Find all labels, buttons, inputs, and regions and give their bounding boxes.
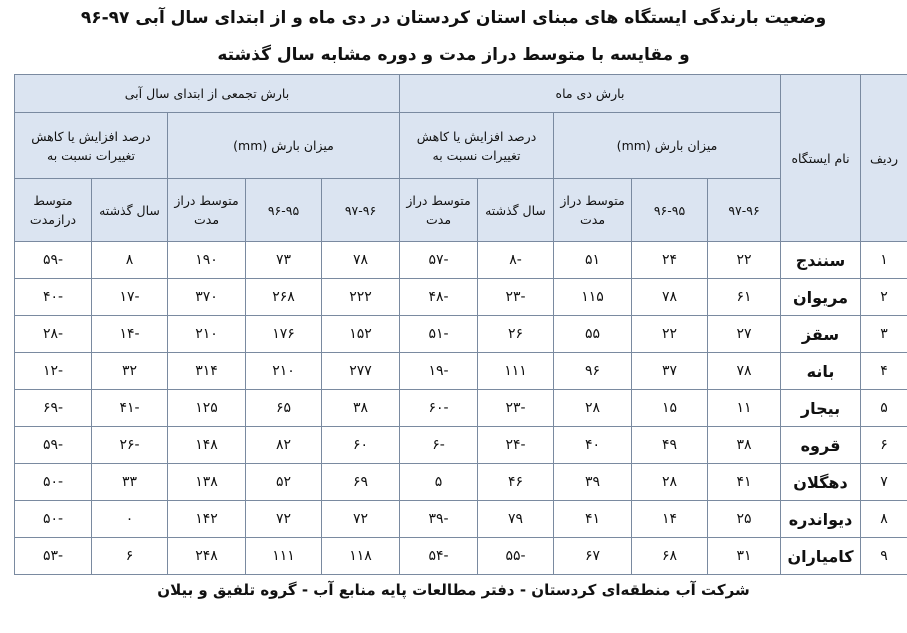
cell-mavg: ۵۱ — [554, 242, 632, 279]
cell-m9697: ۲۵ — [708, 501, 781, 538]
cell-m9596: ۲۸ — [632, 464, 708, 501]
cell-m9697: ۷۸ — [708, 353, 781, 390]
cell-clast: ۶ — [92, 538, 168, 575]
cell-m9697: ۶۱ — [708, 279, 781, 316]
cell-clong: -۵۳ — [15, 538, 92, 575]
cell-name: سقز — [781, 316, 861, 353]
cell-c9596: ۱۱۱ — [246, 538, 322, 575]
cell-cavg: ۱۴۸ — [168, 427, 246, 464]
cell-mlast: -۲۳ — [478, 279, 554, 316]
cell-c9697: ۶۹ — [322, 464, 400, 501]
cell-m9596: ۱۴ — [632, 501, 708, 538]
table-row — [15, 427, 907, 464]
header-station: نام ایستگاه — [781, 75, 861, 242]
cell-name: دیواندره — [781, 501, 861, 538]
header-month-9697: ۹۷-۹۶ — [708, 179, 781, 242]
cell-c9697: ۶۰ — [322, 427, 400, 464]
cell-mlast: ۱۱۱ — [478, 353, 554, 390]
header-month-amount: میزان بارش (mm) — [554, 113, 781, 179]
cell-mlast: ۲۶ — [478, 316, 554, 353]
table-row — [15, 464, 907, 501]
cell-clast: ۳۳ — [92, 464, 168, 501]
header-month-9596: ۹۶-۹۵ — [632, 179, 708, 242]
cell-c9596: ۸۲ — [246, 427, 322, 464]
cell-m9697: ۳۸ — [708, 427, 781, 464]
header-cum-9596: ۹۶-۹۵ — [246, 179, 322, 242]
cell-mlong: -۳۹ — [400, 501, 478, 538]
cell-c9697: ۱۱۸ — [322, 538, 400, 575]
cell-c9697: ۳۸ — [322, 390, 400, 427]
table-row — [15, 279, 907, 316]
table-row — [15, 538, 907, 575]
cell-mlast: -۲۴ — [478, 427, 554, 464]
cell-cavg: ۳۷۰ — [168, 279, 246, 316]
table-row — [15, 353, 907, 390]
cell-no: ۶ — [861, 427, 907, 464]
title-line-1: وضعیت بارندگی ایستگاه های مبنای استان کردستان در دی ماه و از ابتدای سال آبی ۹۷-۹۶ — [80, 8, 827, 28]
cell-mavg: ۴۱ — [554, 501, 632, 538]
cell-c9697: ۲۷۷ — [322, 353, 400, 390]
cell-clong: -۵۰ — [15, 464, 92, 501]
cell-mlast: -۲۳ — [478, 390, 554, 427]
table-row — [15, 501, 907, 538]
cell-no: ۳ — [861, 316, 907, 353]
cell-m9697: ۴۱ — [708, 464, 781, 501]
cell-m9596: ۲۲ — [632, 316, 708, 353]
cell-c9596: ۶۵ — [246, 390, 322, 427]
cell-m9596: ۷۸ — [632, 279, 708, 316]
footer-credit: شرکت آب منطقه‌ای کردستان - دفتر مطالعات پایه منابع آب - گروه تلفیق و بیلان — [157, 581, 750, 599]
cell-cavg: ۱۳۸ — [168, 464, 246, 501]
header-cum-avg: متوسط دراز مدت — [168, 179, 246, 242]
cell-name: سنندج — [781, 242, 861, 279]
cell-clast: -۲۶ — [92, 427, 168, 464]
cell-mlast: -۵۵ — [478, 538, 554, 575]
rainfall-table — [14, 74, 907, 575]
header-month-last-year: سال گذشته — [478, 179, 554, 242]
cell-mlong: -۱۹ — [400, 353, 478, 390]
cell-clong: -۵۹ — [15, 427, 92, 464]
cell-name: مریوان — [781, 279, 861, 316]
header-cumulative-group: بارش تجمعی از ابتدای سال آبی — [15, 75, 400, 113]
cell-mavg: ۹۶ — [554, 353, 632, 390]
cell-mlast: ۴۶ — [478, 464, 554, 501]
cell-m9596: ۲۴ — [632, 242, 708, 279]
header-month-group: بارش دی ماه — [400, 75, 781, 113]
header-cum-last-year: سال گذشته — [92, 179, 168, 242]
cell-no: ۱ — [861, 242, 907, 279]
cell-mlong: -۵۴ — [400, 538, 478, 575]
cell-clast: ۳۲ — [92, 353, 168, 390]
cell-c9596: ۷۲ — [246, 501, 322, 538]
cell-m9697: ۳۱ — [708, 538, 781, 575]
cell-mavg: ۳۹ — [554, 464, 632, 501]
table-row — [15, 316, 907, 353]
header-cum-long-avg: متوسط درازمدت — [15, 179, 92, 242]
cell-mlong: -۵۷ — [400, 242, 478, 279]
title-line-2: و مقایسه با متوسط دراز مدت و دوره مشابه سال گذشته — [217, 45, 690, 65]
cell-no: ۷ — [861, 464, 907, 501]
cell-clong: -۶۹ — [15, 390, 92, 427]
header-cum-9697: ۹۷-۹۶ — [322, 179, 400, 242]
header-cum-amount: میزان بارش (mm) — [168, 113, 400, 179]
cell-name: بانه — [781, 353, 861, 390]
cell-cavg: ۳۱۴ — [168, 353, 246, 390]
cell-cavg: ۱۹۰ — [168, 242, 246, 279]
header-month-avg: متوسط دراز مدت — [554, 179, 632, 242]
cell-c9697: ۷۲ — [322, 501, 400, 538]
cell-clong: -۵۰ — [15, 501, 92, 538]
cell-mavg: ۱۱۵ — [554, 279, 632, 316]
table-row — [15, 390, 907, 427]
cell-clast: -۱۴ — [92, 316, 168, 353]
cell-c9596: ۲۶۸ — [246, 279, 322, 316]
cell-c9596: ۱۷۶ — [246, 316, 322, 353]
cell-name: بیجار — [781, 390, 861, 427]
cell-m9697: ۲۲ — [708, 242, 781, 279]
cell-m9596: ۶۸ — [632, 538, 708, 575]
cell-no: ۹ — [861, 538, 907, 575]
cell-clast: -۴۱ — [92, 390, 168, 427]
cell-no: ۴ — [861, 353, 907, 390]
cell-mavg: ۴۰ — [554, 427, 632, 464]
cell-cavg: ۱۴۲ — [168, 501, 246, 538]
cell-name: قروه — [781, 427, 861, 464]
cell-name: کامیاران — [781, 538, 861, 575]
cell-c9697: ۷۸ — [322, 242, 400, 279]
cell-clast: ۰ — [92, 501, 168, 538]
cell-mavg: ۶۷ — [554, 538, 632, 575]
cell-mlong: -۶ — [400, 427, 478, 464]
cell-mlong: ۵ — [400, 464, 478, 501]
header-cum-pct: درصد افزایش یا کاهش تغییرات نسبت به — [15, 113, 168, 179]
cell-no: ۸ — [861, 501, 907, 538]
cell-c9697: ۲۲۲ — [322, 279, 400, 316]
cell-mavg: ۵۵ — [554, 316, 632, 353]
cell-c9596: ۵۲ — [246, 464, 322, 501]
cell-cavg: ۱۲۵ — [168, 390, 246, 427]
cell-mavg: ۲۸ — [554, 390, 632, 427]
cell-mlong: -۴۸ — [400, 279, 478, 316]
header-month-pct: درصد افزایش یا کاهش تغییرات نسبت به — [400, 113, 554, 179]
cell-mlast: ۷۹ — [478, 501, 554, 538]
cell-m9697: ۱۱ — [708, 390, 781, 427]
cell-mlong: -۶۰ — [400, 390, 478, 427]
cell-mlong: -۵۱ — [400, 316, 478, 353]
cell-no: ۵ — [861, 390, 907, 427]
header-row-no: ردیف — [861, 75, 907, 242]
cell-mlast: -۸ — [478, 242, 554, 279]
cell-m9697: ۲۷ — [708, 316, 781, 353]
cell-m9596: ۴۹ — [632, 427, 708, 464]
cell-clong: -۴۰ — [15, 279, 92, 316]
cell-clong: -۵۹ — [15, 242, 92, 279]
cell-cavg: ۲۱۰ — [168, 316, 246, 353]
cell-clong: -۱۲ — [15, 353, 92, 390]
cell-name: دهگلان — [781, 464, 861, 501]
cell-m9596: ۳۷ — [632, 353, 708, 390]
cell-no: ۲ — [861, 279, 907, 316]
cell-cavg: ۲۴۸ — [168, 538, 246, 575]
cell-clong: -۲۸ — [15, 316, 92, 353]
header-month-long-avg: متوسط دراز مدت — [400, 179, 478, 242]
cell-m9596: ۱۵ — [632, 390, 708, 427]
cell-clast: ۸ — [92, 242, 168, 279]
cell-c9596: ۲۱۰ — [246, 353, 322, 390]
cell-c9596: ۷۳ — [246, 242, 322, 279]
cell-clast: -۱۷ — [92, 279, 168, 316]
table-row — [15, 242, 907, 279]
cell-c9697: ۱۵۲ — [322, 316, 400, 353]
